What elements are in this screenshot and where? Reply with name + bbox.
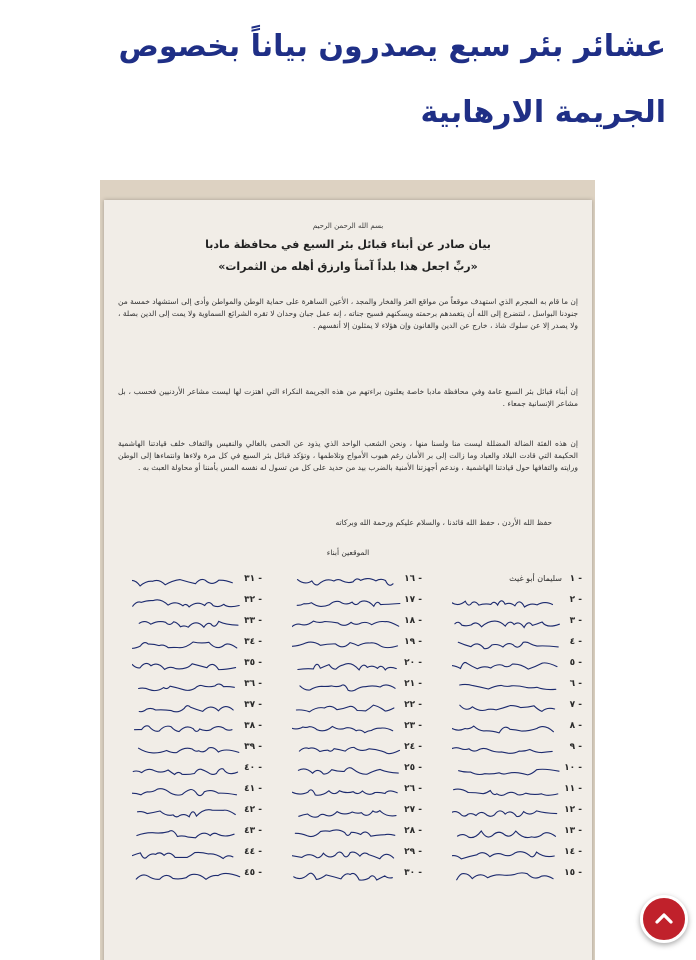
signer-row (112, 698, 262, 719)
signer-row (272, 824, 422, 845)
handwritten-signature (452, 701, 562, 715)
handwritten-signature (132, 596, 242, 610)
signer-row (112, 803, 262, 824)
signer-row (112, 572, 262, 593)
signer-number: ٢٤ - (404, 742, 422, 752)
signer-name: سليمان أبو غيث (509, 574, 562, 583)
signer-number: ٣٧ - (244, 700, 262, 710)
signer-row (432, 635, 582, 656)
signer-row (112, 656, 262, 677)
handwritten-signature (132, 617, 242, 631)
signer-row (432, 614, 582, 635)
signer-row (272, 656, 422, 677)
signer-number: ١٧ - (404, 595, 422, 605)
signer-number: ٣٢ - (244, 595, 262, 605)
signer-row (272, 698, 422, 719)
signer-number: ٢٧ - (404, 805, 422, 815)
handwritten-signature (292, 575, 402, 589)
signer-number: ٣٥ - (244, 658, 262, 668)
signer-number: ٣٠ - (404, 868, 422, 878)
handwritten-signature (452, 638, 562, 652)
signer-number: ١ - (569, 574, 582, 584)
handwritten-signature (132, 764, 242, 778)
signer-number: ١٠ - (564, 763, 582, 773)
signers-column (272, 572, 422, 887)
signer-row (432, 572, 582, 593)
signer-number: ٩ - (569, 742, 582, 752)
signer-number: ٤٤ - (244, 847, 262, 857)
handwritten-signature (452, 764, 562, 778)
signer-number: ١٩ - (404, 637, 422, 647)
signer-number: ٥ - (569, 658, 582, 668)
signer-number: ٤٠ - (244, 763, 262, 773)
handwritten-signature (132, 722, 242, 736)
signer-number: ١٤ - (564, 847, 582, 857)
signer-row (272, 740, 422, 761)
handwritten-signature (292, 806, 402, 820)
signer-row (272, 593, 422, 614)
handwritten-signature (292, 659, 402, 673)
handwritten-signature (452, 596, 562, 610)
handwritten-signature (292, 722, 402, 736)
handwritten-signature (452, 785, 562, 799)
signer-row (432, 782, 582, 803)
signer-number: ٧ - (569, 700, 582, 710)
scroll-to-top-button[interactable] (640, 895, 688, 943)
signer-number: ٢ - (569, 595, 582, 605)
quran-verse: «ربِّ اجعل هذا بلداً آمناً وارزق أهله من الثمرات» (218, 260, 478, 273)
signer-row (432, 740, 582, 761)
handwritten-signature (452, 659, 562, 673)
signer-row (112, 740, 262, 761)
handwritten-signature (292, 638, 402, 652)
signer-number: ١٥ - (564, 868, 582, 878)
signer-row (112, 761, 262, 782)
handwritten-signature (292, 848, 402, 862)
handwritten-signature (132, 701, 242, 715)
handwritten-signature (292, 743, 402, 757)
signer-number: ٣٤ - (244, 637, 262, 647)
signers-heading: الموقعين أبناء (326, 548, 370, 557)
signer-number: ٣٨ - (244, 721, 262, 731)
signer-number: ٢٠ - (404, 658, 422, 668)
signer-number: ٣ - (569, 616, 582, 626)
signers-column (112, 572, 262, 887)
signer-row (432, 719, 582, 740)
handwritten-signature (132, 827, 242, 841)
chevron-up-icon (652, 907, 676, 931)
handwritten-signature (292, 827, 402, 841)
statement-closing: حفظ الله الأردن ، حفظ الله قائدنا ، والسلام عليكم ورحمة الله وبركاته (335, 518, 552, 527)
signer-row (112, 866, 262, 887)
signer-row (272, 803, 422, 824)
statement-paper (104, 200, 592, 960)
signer-row (432, 593, 582, 614)
signer-row (432, 698, 582, 719)
handwritten-signature (452, 869, 562, 883)
signers-column (432, 572, 582, 887)
signer-row (112, 614, 262, 635)
signer-row (432, 761, 582, 782)
statement-paragraph: إن أبناء قبائل بئر السبع عامة وفي محافظة مادبا خاصة يعلنون براءتهم من هذه الجريمة النكراء التي اهتزت لها ليست مشاعر الأردنيين فحسب ، بل مشاعر الإنسانية جمعاء . (118, 387, 578, 408)
handwritten-signature (132, 806, 242, 820)
signer-number: ٢٨ - (404, 826, 422, 836)
signer-number: ٢٣ - (404, 721, 422, 731)
handwritten-signature (452, 617, 562, 631)
signer-row (432, 824, 582, 845)
signer-row (432, 845, 582, 866)
signer-number: ٢٦ - (404, 784, 422, 794)
handwritten-signature (292, 680, 402, 694)
signer-number: ٨ - (569, 721, 582, 731)
signer-number: ٣١ - (244, 574, 262, 584)
signer-row (112, 824, 262, 845)
handwritten-signature (132, 575, 242, 589)
signer-number: ٢٩ - (404, 847, 422, 857)
signer-row (112, 845, 262, 866)
handwritten-signature (452, 722, 562, 736)
signer-number: ٤١ - (244, 784, 262, 794)
signer-row (432, 803, 582, 824)
signer-row (272, 845, 422, 866)
signer-row (112, 593, 262, 614)
statement-paragraph: إن ما قام به المجرم الذي استهدف موقعاً من مواقع العز والفخار والمجد ، الأعين الساهرة على حماية الوطن والمواطن وأدى إلى استشهاد خمسة من جنودنا البواسل ، لنتضرع إلى الله أن يتغمدهم برحمته ويسكنهم فسيح جناته ، إنه عمل جبان وحدان لا تقره الشرائع السماوية ولا يمت إلى الدين بصلة ، ولا يصدر إلا عن سلوك شاذ ، خارج عن الدين والقانون وإن هؤلاء لا يمثلون إلا أنفسهم . (118, 297, 578, 330)
signer-number: ٣٦ - (244, 679, 262, 689)
signer-number: ٢١ - (404, 679, 422, 689)
handwritten-signature (132, 848, 242, 862)
handwritten-signature (132, 743, 242, 757)
article-headline: عشائر بئر سبع يصدرون بياناً بخصوص الجريمة الارهابية (118, 29, 666, 130)
handwritten-signature (452, 827, 562, 841)
signer-row (112, 719, 262, 740)
signer-number: ٤٥ - (244, 868, 262, 878)
handwritten-signature (452, 743, 562, 757)
signer-row (272, 866, 422, 887)
signer-number: ١٦ - (404, 574, 422, 584)
signer-row (272, 572, 422, 593)
handwritten-signature (452, 848, 562, 862)
signer-row (432, 677, 582, 698)
handwritten-signature (132, 785, 242, 799)
signer-row (112, 635, 262, 656)
signer-number: ٢٥ - (404, 763, 422, 773)
handwritten-signature (292, 701, 402, 715)
handwritten-signature (132, 659, 242, 673)
signer-row (272, 719, 422, 740)
signer-row (272, 635, 422, 656)
signer-row (432, 656, 582, 677)
statement-photo (100, 180, 595, 960)
signer-number: ٤٢ - (244, 805, 262, 815)
signer-row (272, 614, 422, 635)
signer-number: ٣٣ - (244, 616, 262, 626)
handwritten-signature (132, 869, 242, 883)
signer-row (112, 677, 262, 698)
signer-number: ٢٢ - (404, 700, 422, 710)
handwritten-signature (452, 806, 562, 820)
handwritten-signature (292, 617, 402, 631)
signer-number: ١٨ - (404, 616, 422, 626)
signer-number: ١٢ - (564, 805, 582, 815)
signer-row (112, 782, 262, 803)
handwritten-signature (452, 680, 562, 694)
handwritten-signature (292, 764, 402, 778)
signer-row (432, 866, 582, 887)
signer-number: ٤٣ - (244, 826, 262, 836)
signer-number: ١١ - (564, 784, 582, 794)
handwritten-signature (132, 638, 242, 652)
statement-paragraph: إن هذه الفئة الضالة المضللة ليست منا ولسنا منها ، ونحن الشعب الواحد الذي يذود عن الحمى بالغالي والنفيس والتفاف خلف قيادتنا الهاشمية الحكيمة التي قادت البلاد والعباد وما زالت إلى بر الأمان رغم هبوب الأمواج وتلاطمها ، وتؤكد قبائل بئر السبع في كل مرة ولاءها وانتماءها إلى الوطن ورايته والتفافها حول قيادتنا الهاشمية ، وندعم أجهزتنا الأمنية بالضرب بيد من حديد على كل من تسول له نفسه المس بأمننا أو محاولة العبث به . (118, 439, 578, 472)
basmala: بسم الله الرحمن الرحيم (312, 222, 384, 230)
handwritten-signature (292, 785, 402, 799)
signer-number: ٤ - (569, 637, 582, 647)
signer-number: ١٣ - (564, 826, 582, 836)
handwritten-signature (292, 869, 402, 883)
handwritten-signature (132, 680, 242, 694)
statement-title: بيان صادر عن أبناء قبائل بئر السبع في محافظة مادبا (205, 238, 491, 251)
signer-row (272, 677, 422, 698)
signer-row (272, 782, 422, 803)
signer-row (272, 761, 422, 782)
signer-number: ٣٩ - (244, 742, 262, 752)
handwritten-signature (292, 596, 402, 610)
signer-number: ٦ - (569, 679, 582, 689)
